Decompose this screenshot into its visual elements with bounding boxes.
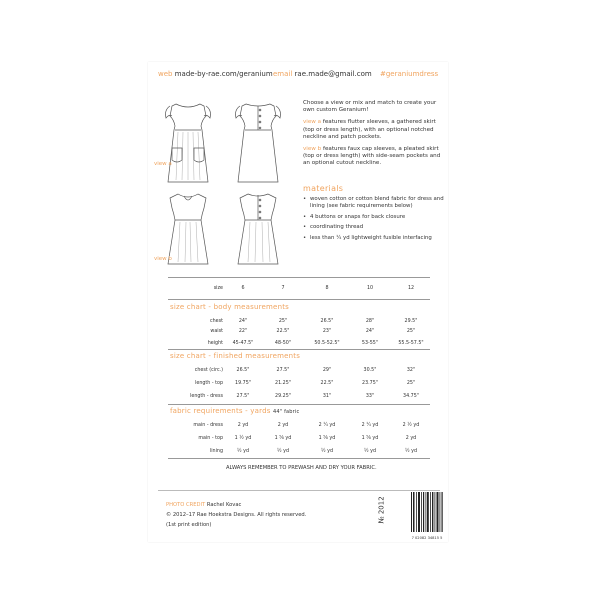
- table-row: [168, 447, 428, 457]
- materials-item: • less than ¼ yd lightweight fusible interfacing: [303, 235, 448, 242]
- intro-paragraph: Choose a view or mix and match to create your own custom Geranium!: [303, 100, 437, 114]
- barcode-bars: [410, 492, 444, 532]
- photo-credit-value: Rachel Kovac: [206, 502, 242, 508]
- table-cell: 25": [406, 329, 416, 334]
- size-divider: [168, 299, 430, 300]
- finished-chart-table: [168, 366, 428, 402]
- row-label: length - top: [195, 381, 223, 386]
- table-cell: 2 yd: [405, 436, 417, 441]
- table-cell: 28": [365, 319, 375, 324]
- table-cell: 29.5": [404, 319, 418, 324]
- table-cell: 45-47.5": [232, 341, 254, 346]
- table-cell: 1 ⅝ yd: [274, 436, 292, 441]
- materials-list: [303, 196, 448, 246]
- web-line: [158, 70, 273, 78]
- table-cell: 22.5": [276, 329, 290, 334]
- table-row: [168, 434, 428, 447]
- view-a-description: [303, 119, 443, 141]
- table-cell: 27.5": [276, 368, 290, 373]
- table-cell: 1 ½ yd: [234, 436, 252, 441]
- table-cell: 24": [365, 329, 375, 334]
- view-a-front-drawing: [166, 104, 211, 182]
- table-cell: ½ yd: [320, 449, 334, 454]
- materials-item: • coordinating thread: [303, 224, 448, 231]
- table-row: [168, 421, 428, 434]
- table-cell: 1 ⅝ yd: [361, 436, 379, 441]
- table-row: [168, 392, 428, 402]
- table-cell: 55.5-57.5": [398, 341, 424, 346]
- materials-item: • woven cotton or cotton blend fabric for dress and lining (see fabric requirements below): [303, 196, 448, 210]
- view-a-label: view a: [154, 161, 172, 167]
- table-cell: 29.25": [275, 394, 291, 399]
- table-cell: 29": [322, 368, 332, 373]
- view-b-front-drawing: [168, 194, 208, 264]
- fabric-title-line: [170, 407, 299, 415]
- table-top-divider: [168, 277, 430, 278]
- table-cell: ½ yd: [363, 449, 377, 454]
- finished-chart-divider: [168, 404, 430, 405]
- view-b-text: features faux cap sleeves, a pleated skirt (top or dress length) with side-seam pockets and an optional cutout neckline.: [303, 146, 441, 167]
- table-cell: 2 ¼ yd: [361, 423, 379, 428]
- table-cell: 30.5": [363, 368, 377, 373]
- photo-credit-line: [166, 502, 241, 508]
- dress-illustrations: [156, 92, 296, 267]
- prewash-note: ALWAYS REMEMBER TO PREWASH AND DRY YOUR FABRIC.: [226, 465, 377, 471]
- table-cell: 24": [238, 319, 248, 324]
- barcode: [410, 492, 444, 538]
- table-cell: 19.75": [235, 381, 251, 386]
- fabric-title: fabric requirements - yards: [170, 407, 271, 415]
- table-cell: 23.75": [362, 381, 378, 386]
- table-cell: 50.5-52.5": [314, 341, 340, 346]
- barcode-digits: 7 02082 34815 5: [411, 536, 443, 540]
- pattern-back-cover: [148, 62, 448, 542]
- table-cell: 33": [365, 394, 375, 399]
- edition: (1st print edition): [166, 522, 212, 528]
- table-cell: 2 yd: [277, 423, 289, 428]
- fabric-subtitle: 44" fabric: [273, 409, 300, 415]
- size-header-row: [168, 284, 428, 294]
- body-chart-table: [168, 317, 428, 349]
- table-cell: 26.5": [320, 319, 334, 324]
- size-7: 7: [281, 286, 285, 291]
- pattern-number: № 2012: [377, 496, 386, 524]
- table-cell: 31": [322, 394, 332, 399]
- table-cell: 23": [322, 329, 332, 334]
- view-b-back-drawing: [238, 194, 278, 264]
- table-cell: 32": [406, 368, 416, 373]
- table-cell: 22.5": [320, 381, 334, 386]
- table-row: [168, 339, 428, 349]
- table-cell: 48-50": [274, 341, 292, 346]
- email-label: email: [273, 70, 293, 78]
- table-cell: ½ yd: [236, 449, 250, 454]
- row-label: height: [207, 341, 223, 346]
- table-cell: ½ yd: [404, 449, 418, 454]
- table-cell: 1 ⅝ yd: [318, 436, 336, 441]
- body-chart-divider: [168, 349, 430, 350]
- view-a-inline-label: view a: [303, 119, 322, 126]
- view-a-back-drawing: [236, 104, 281, 182]
- row-label: chest: [209, 319, 223, 324]
- view-b-description: [303, 146, 443, 168]
- table-cell: 2 ¼ yd: [318, 423, 336, 428]
- row-label: length - dress: [190, 394, 223, 399]
- table-cell: 25": [406, 381, 416, 386]
- size-label: size: [213, 286, 223, 291]
- table-row: [168, 317, 428, 327]
- email-line: [273, 70, 372, 78]
- table-cell: 34.75": [403, 394, 419, 399]
- web-label: web: [158, 70, 173, 78]
- size-10: 10: [366, 286, 374, 291]
- table-cell: 21.25": [275, 381, 291, 386]
- materials-item: • 4 buttons or snaps for back closure: [303, 214, 448, 221]
- table-cell: 25": [278, 319, 288, 324]
- view-a-text: features flutter sleeves, a gathered skirt (top or dress length), with an optional notched neckline and patch pockets.: [303, 119, 436, 140]
- table-cell: 26.5": [236, 368, 250, 373]
- row-label: main - dress: [193, 423, 223, 428]
- web-value: made-by-rae.com/geranium: [174, 70, 273, 78]
- intro-text: [303, 100, 443, 173]
- fabric-divider: [168, 458, 430, 459]
- table-cell: 53-55": [361, 341, 379, 346]
- materials-title: materials: [303, 184, 344, 193]
- view-b-label: view b: [154, 256, 172, 262]
- row-label: main - top: [198, 436, 223, 441]
- copyright: © 2012–17 Rae Hoekstra Designs. All rights reserved.: [166, 512, 307, 518]
- table-cell: 2 ½ yd: [402, 423, 420, 428]
- finished-chart-title: size chart - finished measurements: [170, 352, 301, 360]
- table-cell: 22": [238, 329, 248, 334]
- table-cell: 27.5": [236, 394, 250, 399]
- row-label: lining: [209, 449, 223, 454]
- size-8: 8: [325, 286, 329, 291]
- table-row: [168, 327, 428, 339]
- fabric-table: [168, 421, 428, 457]
- size-6: 6: [241, 286, 245, 291]
- table-row: [168, 379, 428, 392]
- row-label: chest (circ.): [194, 368, 223, 373]
- row-label: waist: [210, 329, 223, 334]
- table-cell: ½ yd: [276, 449, 290, 454]
- view-b-inline-label: view b: [303, 146, 322, 153]
- size-12: 12: [407, 286, 415, 291]
- table-cell: 2 yd: [237, 423, 249, 428]
- email-value: rae.made@gmail.com: [294, 70, 372, 78]
- body-chart-title: size chart - body measurements: [170, 303, 289, 311]
- photo-credit-label: PHOTO CREDIT: [166, 502, 206, 508]
- hashtag: #geraniumdress: [380, 70, 439, 78]
- footer-divider: [158, 490, 440, 491]
- table-row: [168, 366, 428, 379]
